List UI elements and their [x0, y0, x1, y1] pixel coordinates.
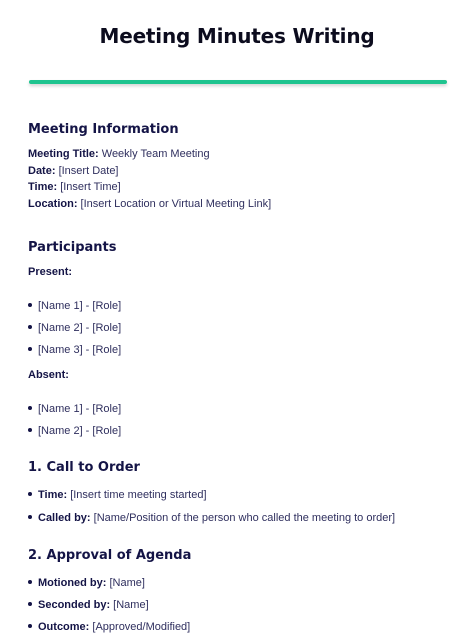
present-item: [Name 3] - [Role] — [38, 344, 122, 356]
motioned-label: Motioned by: — [38, 577, 107, 589]
location-label: Location: — [28, 198, 78, 210]
called-by-label: Called by: — [38, 512, 91, 524]
date-line — [28, 165, 119, 177]
bullet-icon — [28, 406, 32, 410]
section-heading-meeting-info: Meeting Information — [28, 122, 179, 137]
absent-item: [Name 2] - [Role] — [38, 425, 122, 437]
time-label: Time: — [28, 181, 58, 193]
call-time-label: Time: — [38, 489, 68, 501]
bullet-icon — [28, 580, 32, 584]
document-title: Meeting Minutes Writing — [99, 24, 375, 48]
section-heading-call-to-order: 1. Call to Order — [28, 460, 140, 475]
time-line — [28, 181, 121, 193]
present-label: Present: — [28, 266, 73, 278]
present-item: [Name 1] - [Role] — [38, 300, 122, 312]
list-item — [28, 577, 145, 589]
seconded-label: Seconded by: — [38, 599, 111, 611]
time-value: [Insert Time] — [57, 181, 121, 193]
bullet-icon — [28, 492, 32, 496]
list-item — [28, 344, 121, 356]
bullet-icon — [28, 624, 32, 628]
location-line — [28, 198, 271, 210]
section-heading-approval: 2. Approval of Agenda — [28, 548, 192, 563]
location-value: [Insert Location or Virtual Meeting Link] — [77, 198, 272, 210]
outcome-label: Outcome: — [38, 621, 90, 633]
date-label: Date: — [28, 165, 56, 177]
present-item: [Name 2] - [Role] — [38, 322, 122, 334]
meeting-title-line — [28, 148, 210, 160]
title-divider — [29, 80, 447, 84]
date-value: [Insert Date] — [55, 165, 119, 177]
meeting-title-label: Meeting Title: — [28, 148, 99, 160]
absent-label: Absent: — [28, 369, 69, 381]
bullet-icon — [28, 602, 32, 606]
bullet-icon — [28, 325, 32, 329]
outcome-value: [Approved/Modified] — [89, 621, 191, 633]
list-item — [28, 599, 149, 611]
bullet-icon — [28, 428, 32, 432]
list-item — [28, 403, 121, 415]
call-time-value: [Insert time meeting started] — [67, 489, 207, 501]
seconded-value: [Name] — [110, 599, 149, 611]
bullet-icon — [28, 515, 32, 519]
list-item — [28, 425, 121, 437]
absent-item: [Name 1] - [Role] — [38, 403, 122, 415]
motioned-value: [Name] — [106, 577, 145, 589]
list-item — [28, 322, 121, 334]
list-item — [28, 621, 190, 633]
list-item — [28, 300, 121, 312]
list-item — [28, 512, 395, 524]
section-heading-participants: Participants — [28, 240, 117, 255]
bullet-icon — [28, 347, 32, 351]
called-by-value: [Name/Position of the person who called the meeting to order] — [90, 512, 396, 524]
meeting-title-value: Weekly Team Meeting — [98, 148, 210, 160]
bullet-icon — [28, 303, 32, 307]
list-item — [28, 489, 207, 501]
